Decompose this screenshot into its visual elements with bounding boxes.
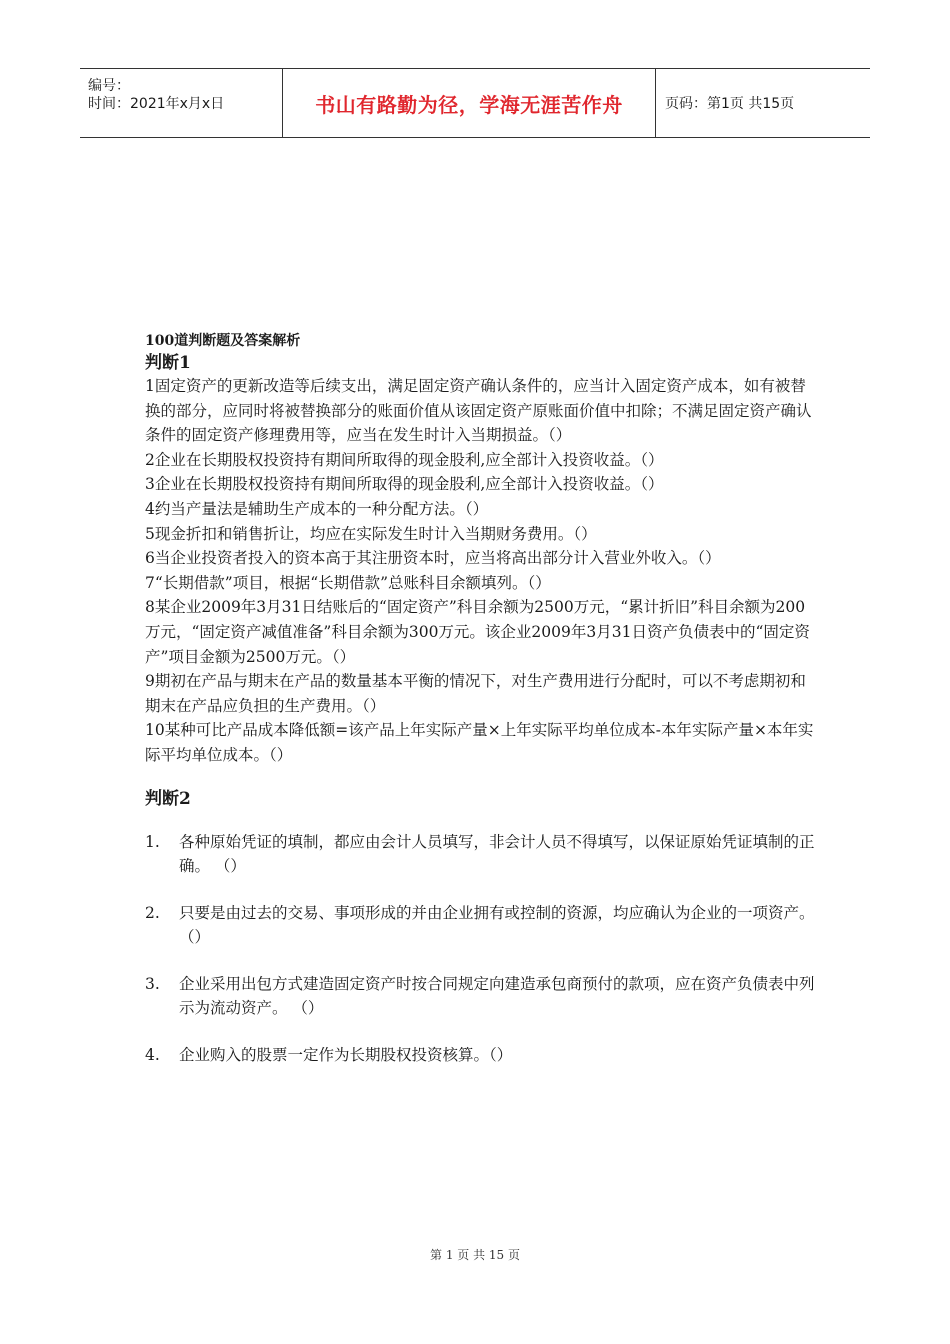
document-title: 100道判断题及答案解析 xyxy=(145,333,301,349)
header-motto-cell xyxy=(282,69,656,137)
question-item: 3企业在长期股权投资持有期间所取得的现金股利,应全部计入投资收益。（） xyxy=(145,475,664,494)
section-heading-2: 判断2 xyxy=(145,788,191,809)
date-label: 时间：2021年x月x日 xyxy=(88,96,225,112)
section-heading-1: 判断1 xyxy=(145,353,191,373)
list-number: 3. xyxy=(145,974,160,993)
motto-text: 书山有路勤为径，学海无涯苦作舟 xyxy=(315,92,623,117)
list-item xyxy=(145,830,815,879)
question-item: 1固定资产的更新改造等后续支出，满足固定资产确认条件的，应当计入固定资产成本，如有被替换的部分，应同时将被替换部分的账面价值从该固定资产原账面价值中扣除；不满足固定资产确认条件的固定资产修理费用等，应当在发生时计入当期损益。（） xyxy=(145,377,812,445)
spacer xyxy=(145,810,815,830)
numbered-question-list xyxy=(145,830,815,1068)
question-item: 7“长期借款”项目，根据“长期借款”总账科目余额填列。（） xyxy=(145,573,551,592)
question-item: 2企业在长期股权投资持有期间所取得的现金股利,应全部计入投资收益。（） xyxy=(145,450,664,469)
list-number: 1. xyxy=(145,832,160,851)
spacer xyxy=(145,768,815,788)
document-body xyxy=(145,330,815,1090)
question-item: 8某企业2009年3月31日结账后的“固定资产”科目余额为2500万元，“累计折旧”科目余额为200万元，“固定资产减值准备”科目余额为300万元。该企业2009年3月31日资产负债表中的“固定资产”项目金额为2500万元。（） xyxy=(145,598,810,666)
number-label: 编号： xyxy=(88,78,130,94)
list-text: 企业购入的股票一定作为长期股权投资核算。（） xyxy=(179,1046,513,1065)
list-text: 企业采用出包方式建造固定资产时按合同规定向建造承包商预付的款项，应在资产负债表中列示为流动资产。 （） xyxy=(179,974,815,1018)
question-item: 6当企业投资者投入的资本高于其注册资本时，应当将高出部分计入营业外收入。（） xyxy=(145,549,721,568)
list-text: 各种原始凭证的填制，都应由会计人员填写，非会计人员不得填写，以保证原始凭证填制的正确。 （） xyxy=(179,832,815,876)
header-table xyxy=(80,68,870,138)
list-text: 只要是由过去的交易、事项形成的并由企业拥有或控制的资源，均应确认为企业的一项资产。 （） xyxy=(179,903,815,947)
question-item: 9期初在产品与期末在产品的数量基本平衡的情况下，对生产费用进行分配时，可以不考虑期初和期末在产品应负担的生产费用。（） xyxy=(145,672,806,715)
list-item xyxy=(145,972,815,1021)
question-item: 4约当产量法是辅助生产成本的一种分配方法。（） xyxy=(145,499,489,518)
list-number: 4. xyxy=(145,1046,160,1065)
header-meta-cell xyxy=(80,69,282,137)
list-number: 2. xyxy=(145,903,160,922)
footer-page-number: 第 1 页 共 15 页 xyxy=(430,1248,520,1262)
page-info: 页码：第1页 共15页 xyxy=(665,96,795,112)
page-footer xyxy=(0,1246,950,1263)
header-page-cell xyxy=(655,69,870,137)
list-item xyxy=(145,1043,815,1068)
list-item xyxy=(145,901,815,950)
question-item: 5现金折扣和销售折让，均应在实际发生时计入当期财务费用。（） xyxy=(145,524,597,543)
question-item: 10某种可比产品成本降低额=该产品上年实际产量×上年实际平均单位成本-本年实际产量×本年实际平均单位成本。（） xyxy=(145,721,814,764)
